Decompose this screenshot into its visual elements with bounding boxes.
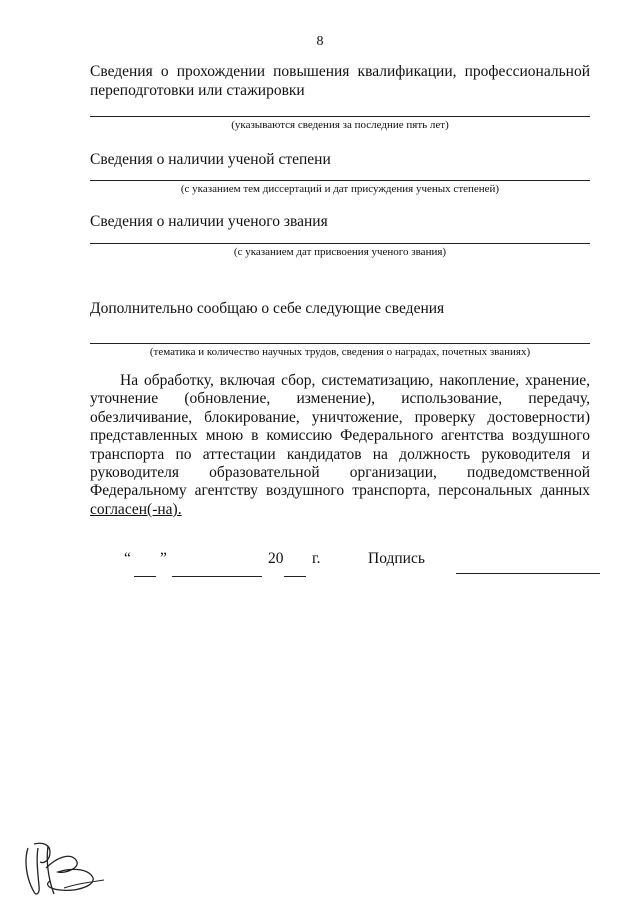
consent-paragraph [90, 372, 590, 519]
consent-line: уточнение (обновление, изменение), использование, передачу, [90, 390, 590, 408]
rank-caption: (с указанием дат присвоения ученого звания) [233, 246, 447, 258]
consent-line: Федеральному агентству воздушного транспорта, персональных данных [90, 482, 590, 500]
qualification-title-line2: переподготовки или стажировки [90, 82, 305, 99]
consent-line: представленных мною в комиссию Федерального агентства воздушного [90, 427, 590, 445]
date-open-quote: “ [124, 550, 131, 567]
consent-line: На обработку, включая сбор, систематизацию, накопление, хранение, [120, 372, 590, 389]
degree-input-line[interactable] [90, 180, 590, 181]
year-input-line[interactable] [284, 576, 306, 577]
year-suffix: г. [312, 550, 321, 567]
year-prefix: 20 [268, 550, 284, 567]
rank-input-line[interactable] [90, 243, 590, 244]
consent-line: руководителя образовательной организации, подведомственной [90, 464, 590, 482]
qualification-input-line[interactable] [90, 116, 590, 117]
signature-label: Подпись [368, 550, 425, 567]
day-input-line[interactable] [134, 576, 156, 577]
degree-caption: (с указанием тем диссертаций и дат присуждения ученых степеней) [180, 183, 500, 195]
handwritten-signature [20, 838, 110, 900]
page-number: 8 [316, 34, 324, 49]
additional-title: Дополнительно сообщаю о себе следующие сведения [90, 300, 445, 317]
date-close-quote: ” [160, 550, 167, 567]
qualification-title-line1: Сведения о прохождении повышения квалификации, профессиональной [90, 63, 590, 80]
additional-caption: (тематика и количество научных трудов, сведения о наградах, почетных званиях) [149, 346, 531, 358]
signature-input-line[interactable] [456, 573, 600, 574]
consent-line: транспорта по аттестации кандидатов на должность руководителя и [90, 445, 590, 463]
additional-input-line[interactable] [90, 343, 590, 344]
consent-line: обезличивание, блокирование, уничтожение, проверку достоверности) [90, 408, 590, 426]
rank-title: Сведения о наличии ученого звания [90, 213, 328, 230]
month-input-line[interactable] [172, 576, 262, 577]
qualification-caption: (указываются сведения за последние пять лет) [231, 119, 449, 131]
consent-agreement: согласен(-на). [90, 500, 182, 518]
degree-title: Сведения о наличии ученой степени [90, 151, 331, 168]
